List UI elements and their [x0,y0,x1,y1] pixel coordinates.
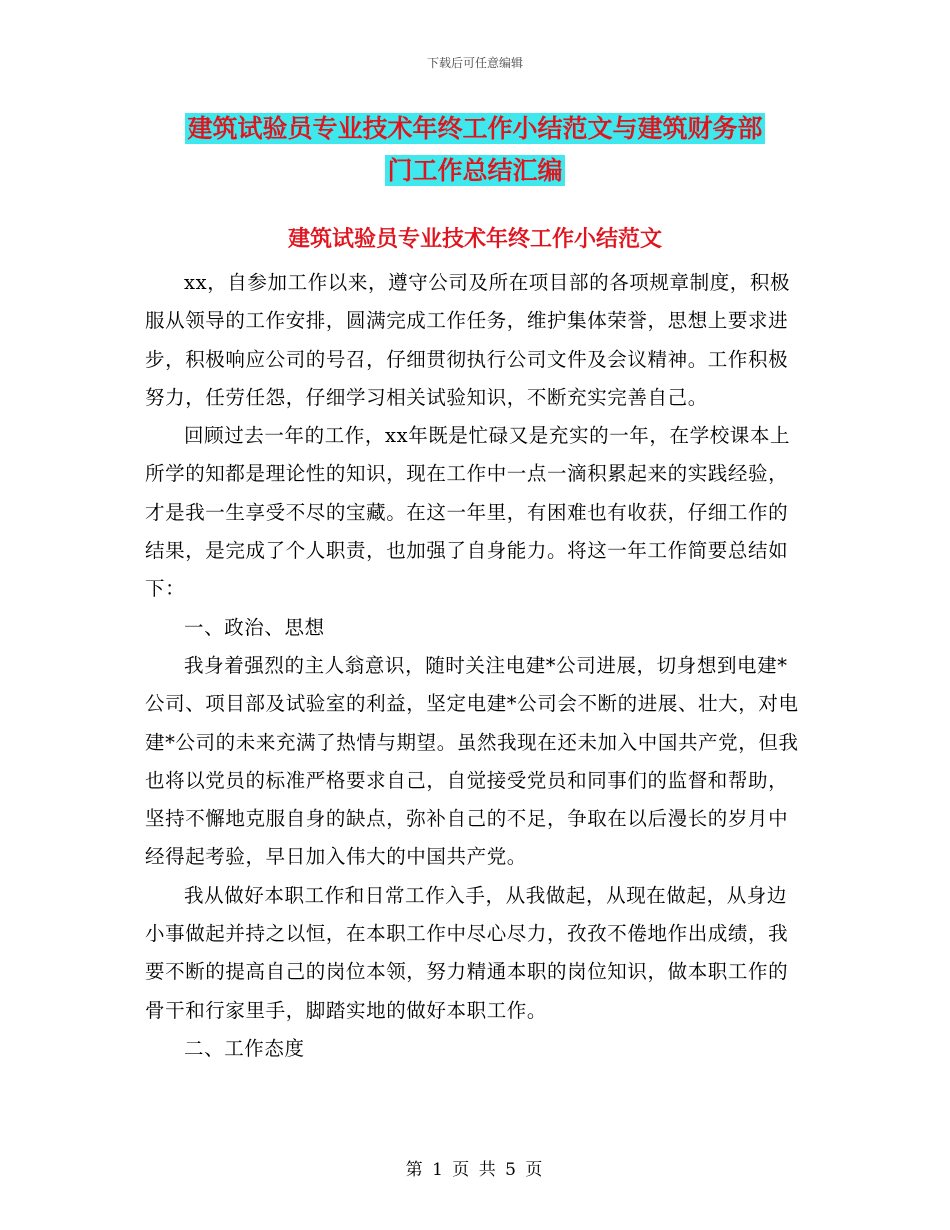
paragraph-2: 回顾过去一年的工作，xx年既是忙碌又是充实的一年，在学校课本上所学的知都是理论性的知识，现在工作中一点一滴积累起来的实践经验，才是我一生享受不尽的宝藏。在这一年里，有困难也有收获，仔细工作的结果，是完成了个人职责，也加强了自身能力。将这一年工作简要总结如下： [145,424,791,601]
heading-attitude: 二、工作态度 [184,1036,305,1060]
header-note: 下载后可任意编辑 [426,56,523,70]
paragraph-4: 我从做好本职工作和日常工作入手，从我做起，从现在做起，从身边小事做起并持之以恒，在本职工作中尽心尽力，孜孜不倦地作出成绩，我要不断的提高自己的岗位本领，努力精通本职的岗位知识，做本职工作的骨干和行家里手，脚踏实地的做好本职工作。 [145,883,789,1022]
document-title-line-2: 门工作总结汇编 [387,156,563,185]
document-body [145,264,805,1068]
paragraph-3: 我身着强烈的主人翁意识，随时关注电建*公司进展，切身想到电建*公司、项目部及试验室的利益，坚定电建*公司会不断的进展、壮大，对电建*公司的未来充满了热情与期望。虽然我现在还未加入中国共产党，但我也将以党员的标准严格要求自己，自觉接受党员和同事们的监督和帮助，坚持不懈地克服自身的缺点，弥补自己的不足，争取在以后漫长的岁月中经得起考验，早日加入伟大的中国共产党。 [145,653,799,869]
heading-politics: 一、政治、思想 [184,615,325,639]
paragraph-1: xx，自参加工作以来，遵守公司及所在项目部的各项规章制度，积极服从领导的工作安排，圆满完成工作任务，维护集体荣誉，思想上要求进步，积极响应公司的号召，仔细贯彻执行公司文件及会议精神。工作积极努力，任劳任怨，仔细学习相关试验知识，不断充实完善自己。 [145,271,791,409]
document-title-line-1: 建筑试验员专业技术年终工作小结范文与建筑财务部 [187,114,763,143]
page-footer: 第 1 页 共 5 页 [405,1160,545,1180]
section-title: 建筑试验员专业技术年终工作小结范文 [287,226,662,252]
document-title [145,108,805,192]
